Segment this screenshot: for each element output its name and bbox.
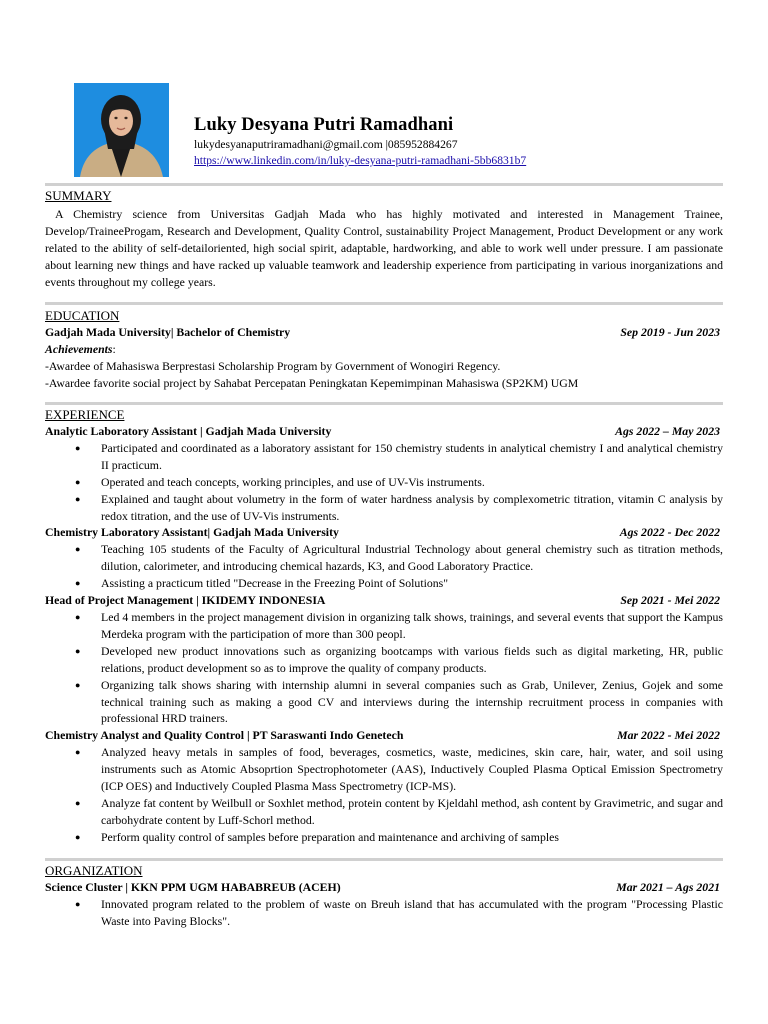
organization-header bbox=[45, 879, 723, 896]
experience-heading: EXPERIENCE bbox=[45, 407, 125, 422]
bullet-item: ● Organizing talk shows sharing with internship alumni in several companies such as Grab, Unilever, Zenius, Gojek and some technical training such as making a good CV and interviews during the internship recruitment process in companies with professional HRD trainers. bbox=[45, 677, 723, 728]
job-header bbox=[45, 423, 723, 440]
candidate-name: Luky Desyana Putri Ramadhani bbox=[194, 115, 454, 135]
organization-role: Science Cluster | KKN PPM UGM HABABREUB (ACEH) bbox=[45, 880, 341, 894]
job-role: Analytic Laboratory Assistant | Gadjah Mada University bbox=[45, 424, 332, 438]
job-bullets bbox=[45, 609, 723, 727]
summary-text: A Chemistry science from Universitas Gadjah Mada who has highly motivated and interested in Management Trainee, Develop/TraineeProgam, Research and Development, Quality Control, sustainability Project Management, Product Development or any work related to the ability of self-detailoriented, high social spirit, adaptable, hardworking, and able to work well under pressure. I am passionate about learning new things and have racked up valuable teamwork and leadership experience from participating in various inorganizations and events throughout my college years. bbox=[45, 207, 723, 289]
achievement-item: -Awardee of Mahasiswa Berprestasi Scholarship Program by Government of Wonogiri Regency. bbox=[45, 358, 501, 373]
education-section bbox=[45, 308, 723, 392]
education-date: Sep 2019 - Jun 2023 bbox=[620, 325, 720, 339]
job-bullets bbox=[45, 744, 723, 845]
linkedin-link[interactable]: https://www.linkedin.com/in/luky-desyana-putri-ramadhani-5bb6831b7 bbox=[194, 154, 527, 167]
experience-section bbox=[45, 407, 723, 846]
organization-date: Mar 2021 – Ags 2021 bbox=[616, 880, 720, 894]
bullet-item: ● Innovated program related to the problem of waste on Breuh island that has accumulated with the program "Processing Plastic Waste into Paving Blocks". bbox=[45, 896, 723, 930]
summary-heading: SUMMARY bbox=[45, 188, 112, 203]
job-bullets bbox=[45, 440, 723, 525]
job-date: Ags 2022 - Dec 2022 bbox=[619, 525, 720, 540]
job-entry bbox=[45, 592, 723, 727]
bullet-item: ● Explained and taught about volumetry in the form of water hardness analysis by complexometric titration, vitamin C analysis by redox titration, and the use of UV-Vis instruments. bbox=[45, 491, 723, 525]
job-entry bbox=[45, 423, 723, 524]
job-header bbox=[45, 524, 723, 541]
job-role: Chemistry Analyst and Quality Control | PT Saraswanti Indo Genetech bbox=[45, 728, 404, 743]
job-entry bbox=[45, 524, 723, 592]
achievement-item: -Awardee favorite social project by Sahabat Percepatan Peningkatan Kepemimpinan Mahasiswa (SP2KM) UGM bbox=[45, 375, 579, 390]
summary-section bbox=[45, 188, 723, 291]
education-row bbox=[45, 324, 723, 341]
achievements-label: Achievements bbox=[45, 341, 113, 356]
job-bullets bbox=[45, 541, 723, 592]
job-role: Chemistry Laboratory Assistant| Gadjah Mada University bbox=[45, 525, 339, 540]
bullet-item: ● Operated and teach concepts, working principles, and use of UV-Vis instruments. bbox=[45, 474, 723, 491]
job-date: Sep 2021 - Mei 2022 bbox=[620, 593, 720, 608]
job-header bbox=[45, 592, 723, 609]
profile-photo bbox=[74, 83, 169, 177]
bullet-item: ● Led 4 members in the project management division in organizing talk shows, trainings, and several events that support the Kampus Merdeka program with the participation of more than 300 peopl. bbox=[45, 609, 723, 643]
bullet-item: ● Analyzed heavy metals in samples of food, beverages, cosmetics, waste, medicines, skin care, hair, water, and soil using instruments such as Atomic Absoprtion Spectrophotometer (AAS), Inductively Coupled Plasma Optical Emission Spectrometry (ICP OES) and Inductively Coupled Plasma Mass Spectrometry (ICP-MS). bbox=[45, 744, 723, 795]
education-heading: EDUCATION bbox=[45, 308, 120, 323]
job-role: Head of Project Management | IKIDEMY INDONESIA bbox=[45, 593, 326, 608]
resume-header bbox=[194, 114, 526, 169]
job-date: Ags 2022 – May 2023 bbox=[615, 424, 720, 438]
organization-bullets bbox=[45, 896, 723, 930]
bullet-item: ● Perform quality control of samples before preparation and maintenance and archiving of samples bbox=[45, 829, 723, 846]
school-name: Gadjah Mada University| Bachelor of Chemistry bbox=[45, 325, 291, 339]
bullet-item: ● Participated and coordinated as a laboratory assistant for 150 chemistry students in analytical chemistry I and analytical chemistry II practicum. bbox=[45, 440, 723, 474]
organization-section bbox=[45, 863, 723, 930]
section-divider bbox=[45, 858, 723, 861]
job-entry bbox=[45, 727, 723, 845]
section-divider bbox=[45, 302, 723, 305]
bullet-item: ● Assisting a practicum titled "Decrease in the Freezing Point of Solutions" bbox=[45, 575, 723, 592]
bullet-item: ● Teaching 105 students of the Faculty of Agricultural Industrial Technology about general chemistry such as titration methods, dilution, calorimeter, and introducing chemical hazards, K3, and Good Laboratory Practice. bbox=[45, 541, 723, 575]
organization-heading: ORGANIZATION bbox=[45, 863, 143, 878]
job-date: Mar 2022 - Mei 2022 bbox=[617, 728, 720, 743]
job-header bbox=[45, 727, 723, 744]
achievements-label-line: Achievements: bbox=[45, 341, 116, 356]
person-portrait-icon bbox=[74, 83, 169, 177]
section-divider bbox=[45, 402, 723, 405]
contact-info: lukydesyanaputriramadhani@gmail.com |085952884267 bbox=[194, 138, 458, 151]
section-divider bbox=[45, 183, 723, 186]
bullet-item: ● Developed new product innovations such as organizing bootcamps with various fields such as digital marketing, HR, public relations, product development so as to improve the quality of company products. bbox=[45, 643, 723, 677]
bullet-item: ● Analyze fat content by Weilbull or Soxhlet method, protein content by Kjeldahl method, ash content by Gravimetric, and sugar and carbohydrate content by Luff-Schorl method. bbox=[45, 795, 723, 829]
